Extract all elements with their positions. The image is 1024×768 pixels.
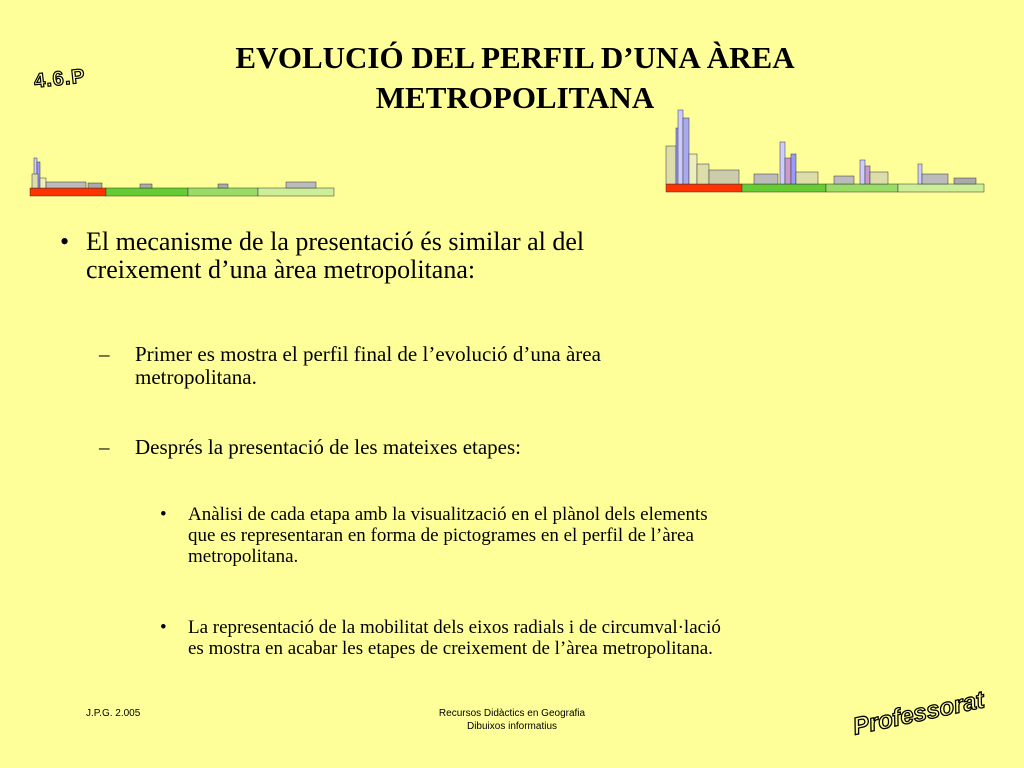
zone-center (666, 184, 742, 192)
sub-sub-bullet-1-line-2: que es representaran en forma de pictogrames en el perfil de l’àrea (188, 525, 694, 546)
building (785, 158, 791, 184)
building (218, 184, 228, 188)
zone-ring-2 (188, 188, 258, 196)
bullet-mark: • (160, 617, 167, 638)
sub-sub-bullet-2 (160, 617, 948, 659)
buildings-row (286, 182, 316, 188)
dash-mark: – (99, 435, 110, 459)
title-line-1: EVOLUCIÓ DEL PERFIL D’UNA ÀREA (235, 40, 795, 75)
footer-credits-line-2: Dibuixos informatius (466, 721, 558, 732)
footer-credits (390, 707, 634, 733)
bullet-main-line-1: El mecanisme de la presentació és similar al del (86, 227, 585, 256)
building (689, 154, 697, 184)
zone-center (30, 188, 106, 196)
slide-number-badge: 4.6.P (32, 65, 87, 93)
sub-sub-bullet-2-line-1: La representació de la mobilitat dels eixos radials i de circumval·lació (188, 617, 721, 638)
bullet-mark: • (160, 504, 167, 525)
building (666, 146, 676, 184)
building (697, 164, 709, 184)
tower (791, 154, 796, 184)
footer-credits-line-1: Recursos Didàctics en Geografia (438, 708, 586, 719)
building (32, 174, 38, 188)
footer-author: J.P.G. 2.005 (86, 708, 141, 719)
buildings-row (709, 170, 739, 184)
tower (780, 142, 785, 184)
tower (683, 118, 689, 184)
bullet-main (60, 227, 806, 284)
skyline-final-stage (664, 108, 988, 194)
tower (678, 110, 683, 184)
buildings-row (754, 174, 778, 184)
sub-sub-bullet-1 (160, 504, 948, 567)
sub-sub-bullet-1-line-3: metropolitana. (188, 546, 299, 567)
sub-bullet-2 (99, 435, 835, 459)
buildings-row (834, 176, 854, 184)
buildings-row (46, 182, 86, 188)
building (865, 166, 870, 184)
professor-stamp: Professorat (850, 686, 987, 741)
tower (918, 164, 922, 184)
building (40, 178, 46, 188)
skyline-early-stage (28, 152, 338, 198)
buildings-row (870, 172, 888, 184)
bullet-mark: • (60, 227, 70, 256)
buildings-row (922, 174, 948, 184)
building (88, 183, 102, 188)
tower (860, 160, 865, 184)
sub-sub-bullet-1-line-1: Anàlisi de cada etapa amb la visualització en el plànol dels elements (188, 504, 708, 525)
sub-bullet-1-line-2: metropolitana. (135, 365, 257, 389)
zone-ring-3 (898, 184, 984, 192)
slide-title (160, 38, 870, 118)
sub-bullet-1-line-1: Primer es mostra el perfil final de l’evolució d’una àrea (135, 342, 601, 366)
zone-ring-2 (826, 184, 898, 192)
buildings-row (796, 172, 818, 184)
zone-ring-3 (258, 188, 334, 196)
title-line-2: METROPOLITANA (375, 80, 655, 115)
bullet-main-line-2: creixement d’una àrea metropolitana: (86, 255, 476, 284)
dash-mark: – (99, 342, 110, 366)
zone-ring-1 (106, 188, 188, 196)
sub-bullet-2-line-1: Després la presentació de les mateixes etapes: (135, 435, 522, 459)
zone-ring-1 (742, 184, 826, 192)
building (140, 184, 152, 188)
buildings-row (954, 178, 976, 184)
sub-bullet-1 (99, 342, 835, 389)
sub-sub-bullet-2-line-2: es mostra en acabar les etapes de creixement de l’àrea metropolitana. (188, 638, 713, 659)
